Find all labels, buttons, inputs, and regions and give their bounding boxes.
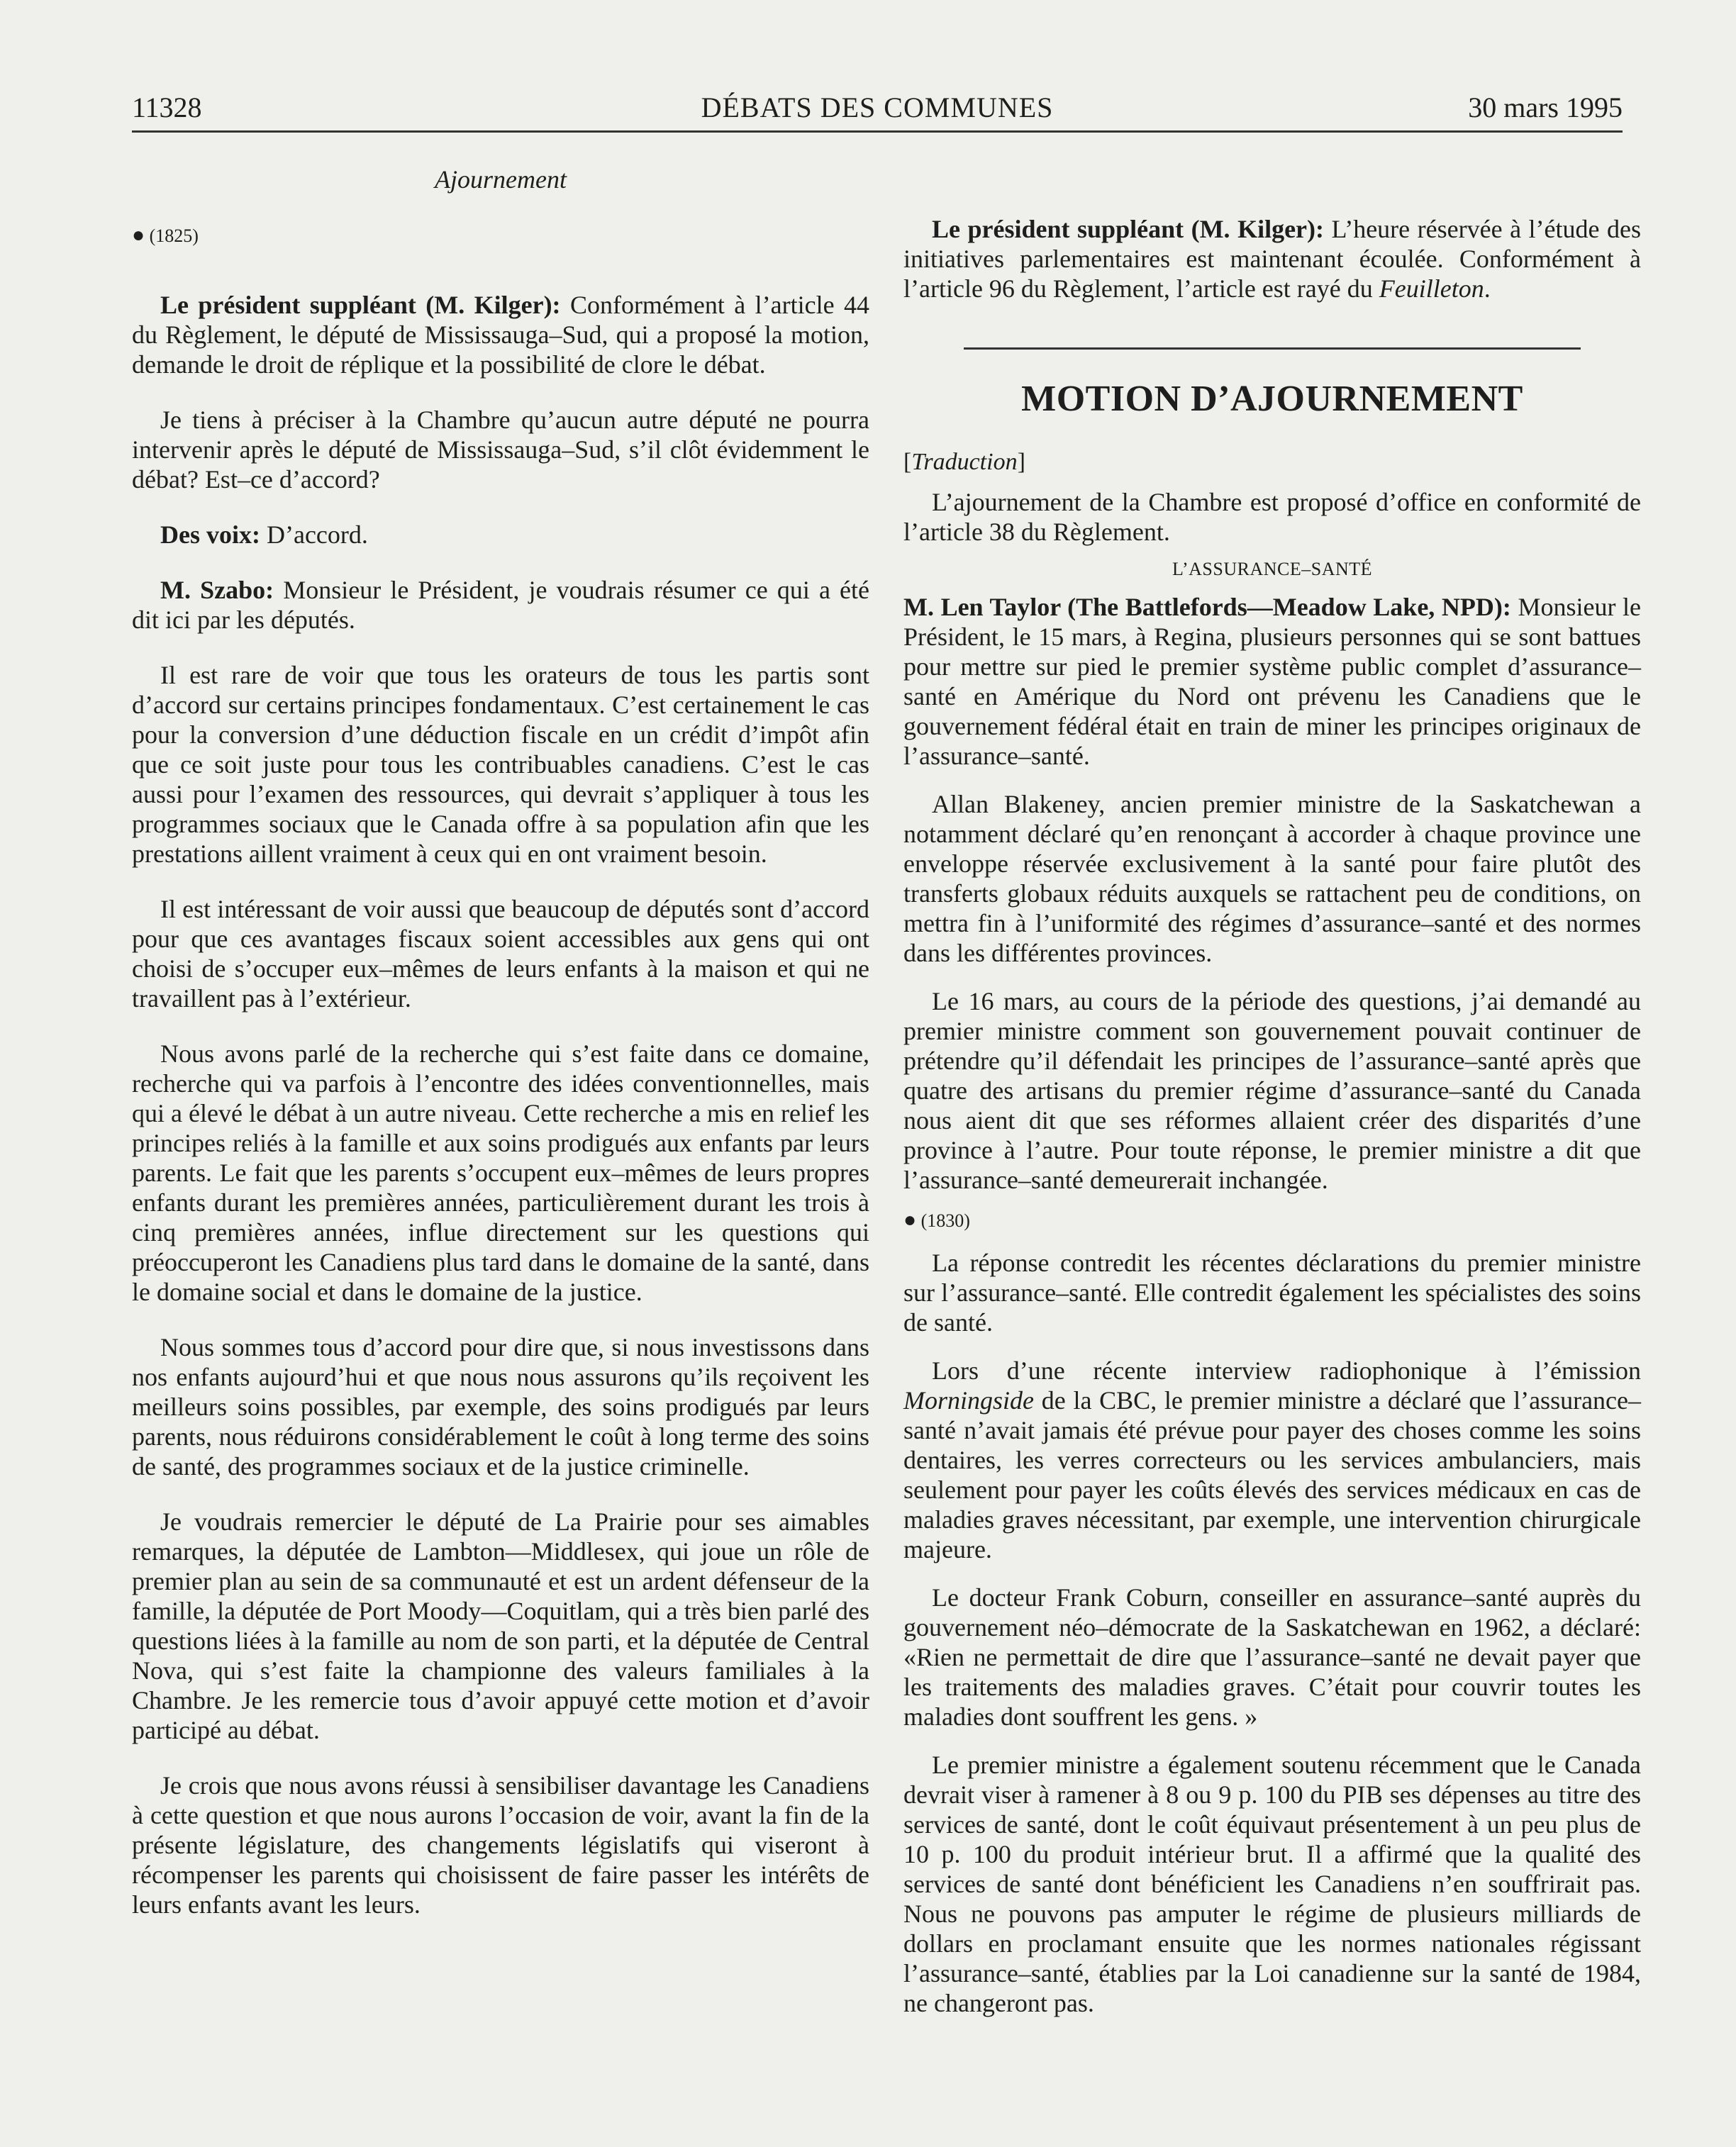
bracket: [	[903, 449, 912, 475]
section-divider	[964, 347, 1581, 350]
paragraph	[132, 290, 869, 379]
bracket: ]	[1017, 449, 1025, 475]
speaker-name: Des voix:	[160, 520, 260, 549]
translation-note	[903, 447, 1641, 477]
speaker-name: M. Len Taylor (The Battlefords—Meadow Lake, NPD):	[903, 593, 1511, 621]
paragraph: La réponse contredit les récentes déclarations du premier ministre sur l’assurance–santé. Elle contredit également les spécialistes des soins de santé.	[903, 1249, 1641, 1337]
speaker-name: Le président suppléant (M. Kilger):	[160, 291, 561, 319]
paragraph	[903, 1356, 1641, 1564]
publication-date: 30 mars 1995	[1468, 91, 1623, 123]
paragraph-text: D’accord.	[260, 520, 368, 549]
paragraph: Le docteur Frank Coburn, conseiller en assurance–santé auprès du gouvernement néo–démocrate de la Saskatchewan en 1962, a déclaré: «Rien ne permettait de dire que l’assurance–santé ne devait payer que les traitements des maladies graves. C’était pour couvrir toutes les maladies dont souffrent les gens. »	[903, 1583, 1641, 1731]
paragraph	[903, 592, 1641, 771]
paragraph: Il est rare de voir que tous les orateurs de tous les partis sont d’accord sur certains principes fondamentaux. C’est certainement le cas pour la conversion d’une déduction fiscale en un crédit d’impôt afin que ce soit juste pour tous les contribuables canadiens. C’est le cas aussi pour l’examen des ressources, qui devrait s’appliquer à tous les programmes sociaux que le Canada offre à sa population afin que les prestations aillent vraiment à ceux qui en ont vraiment besoin.	[132, 661, 869, 868]
bullet-icon: ●	[132, 223, 145, 247]
page-number: 11328	[132, 91, 202, 123]
section-heading: Ajournement	[435, 165, 567, 194]
left-column	[132, 157, 869, 1919]
paragraph: Je crois que nous avons réussi à sensibiliser davantage les Canadiens à cette question et que nous aurons l’occasion de voir, avant la fin de la présente législature, des changements législatifs qui viseront à récompenser les parents qui choisissent de faire passer les intérêts de leurs enfants avant les leurs.	[132, 1771, 869, 1919]
paragraph-text: Conformément à l’article 44 du Règlement, le député de Mississauga–Sud, qui a proposé la motion, demande le droit de réplique et la possibilité de clore le débat.	[132, 291, 869, 379]
paragraph: Nous avons parlé de la recherche qui s’est faite dans ce domaine, recherche qui va parfois à l’encontre des idées conventionnelles, mais qui a élevé le débat à un autre niveau. Cette recherche a mis en relief les principes reliés à la famille et aux soins prodigués aux enfants par leurs parents. Le fait que les parents s’occupent eux–mêmes de leurs propres enfants durant les premières années, particulièrement durant les trois à cinq premières années, influe directement sur les questions qui préoccuperont les Canadiens plus tard dans le domaine de la santé, dans le domaine social et dans le domaine de la justice.	[132, 1039, 869, 1306]
paragraph-text: L’heure réservée à l’étude des initiatives parlementaires est maintenant écoulée. Conformément à l’article 96 du Règlement, l’article est rayé du	[903, 215, 1642, 303]
paragraph: L’ajournement de la Chambre est proposé d’office en conformité de l’article 38 du Règlement.	[903, 488, 1641, 546]
paragraph: Nous sommes tous d’accord pour dire que, si nous investissons dans nos enfants aujourd’hui et que nous nous assurons qu’ils reçoivent les meilleurs soins possibles, par exemple, des soins prodigués par leurs parents, nous réduirons considérablement le coût à long terme des soins de santé, des programmes sociaux et de la justice criminelle.	[132, 1333, 869, 1480]
translation-label: Traduction	[911, 449, 1018, 475]
italic-text: Morningside	[903, 1386, 1034, 1415]
paragraph: Allan Blakeney, ancien premier ministre de la Saskatchewan a notamment déclaré qu’en renonçant à accorder à chaque province une enveloppe réservée exclusivement à la santé pour faire plutôt des transferts globaux réduits auxquels se rattachent peu de conditions, on mettra fin à l’uniformité des régimes d’assurance–santé et des normes dans les différentes provinces.	[903, 790, 1641, 967]
publication-title: DÉBATS DES COMMUNES	[701, 91, 1054, 123]
page-header	[132, 88, 1623, 133]
paragraph	[132, 520, 869, 550]
paragraph-text: .	[1484, 274, 1491, 303]
paragraph-text: de la CBC, le premier ministre a déclaré que l’assurance–santé n’avait jamais été prévue pour payer des choses comme les soins dentaires, les verres correcteurs ou les services ambulanciers, mais seulement pour payer les coûts élevés des services médicaux en cas de maladies graves nécessitant, par exemple, une intervention chirurgicale majeure.	[903, 1386, 1641, 1563]
motion-title: MOTION D’AJOURNEMENT	[1021, 379, 1523, 419]
paragraph-text: Monsieur le Président, je voudrais résumer ce qui a été dit ici par les députés.	[132, 576, 869, 634]
paragraph-text: Lors d’une récente interview radiophonique à l’émission	[932, 1356, 1641, 1385]
timestamp-text: (1830)	[920, 1210, 970, 1231]
italic-text: Feuilleton	[1379, 274, 1484, 303]
paragraph	[903, 214, 1641, 303]
right-column	[903, 157, 1641, 2018]
paragraph: Je tiens à préciser à la Chambre qu’aucun autre député ne pourra intervenir après le député de Mississauga–Sud, s’il clôt évidemment le débat? Est–ce d’accord?	[132, 406, 869, 493]
speaker-name: Le président suppléant (M. Kilger):	[932, 215, 1325, 243]
paragraph: Le premier ministre a également soutenu récemment que le Canada devrait viser à ramener à 8 ou 9 p. 100 du PIB ses dépenses au titre des services de santé, dont le coût équivaut présentement à un peu plus de 10 p. 100 du produit intérieur brut. Il a affirmé que la qualité des services de santé dont bénéficient les Canadiens n’en souffrirait pas. Nous ne pouvons pas amputer le régime de plusieurs milliards de dollars en proclamant ensuite que les normes nationales régissant l’assurance–santé, établies par la Loi canadienne sur la santé de 1984, ne changeront pas.	[903, 1751, 1641, 2017]
paragraph: Je voudrais remercier le député de La Prairie pour ses aimables remarques, la députée de Lambton—Middlesex, qui joue un rôle de premier plan au sein de sa communauté et est un ardent défenseur de la famille, la députée de Port Moody—Coquitlam, qui a très bien parlé des questions liées à la famille au nom de son parti, et la députée de Central Nova, qui s’est faite la championne des valeurs familiales à la Chambre. Je les remercie tous d’avoir appuyé cette motion et d’avoir participé au débat.	[132, 1507, 869, 1744]
paragraph-text: Monsieur le Président, le 15 mars, à Regina, plusieurs personnes qui se sont battues pour mettre sur pied le premier système public complet d’assurance–santé en Amérique du Nord ont prévenu les Canadiens que le gouvernement fédéral était en train de miner les principes originaux de l’assurance–santé.	[903, 593, 1642, 770]
timestamp	[132, 221, 869, 250]
subheading: L’ASSURANCE–SANTÉ	[1172, 559, 1373, 579]
timestamp-text: (1825)	[149, 225, 199, 246]
timestamp	[903, 1206, 1641, 1235]
bullet-icon: ●	[903, 1208, 917, 1232]
paragraph: Le 16 mars, au cours de la période des questions, j’ai demandé au premier ministre comment son gouvernement pouvait continuer de prétendre qu’il défendait les principes de l’assurance–santé après que quatre des artisans du premier régime d’assurance–santé du Canada nous aient dit que ses réformes allaient créer des disparités d’une province à l’autre. Pour toute réponse, le premier ministre a dit que l’assurance–santé demeurerait inchangée.	[903, 987, 1641, 1194]
paragraph	[132, 575, 869, 635]
speaker-name: M. Szabo:	[160, 576, 274, 604]
paragraph: Il est intéressant de voir aussi que beaucoup de députés sont d’accord pour que ces avantages fiscaux soient accessibles aux gens qui ont choisi de s’occuper eux–mêmes de leurs enfants à la maison et qui ne travaillent pas à l’extérieur.	[132, 895, 869, 1013]
